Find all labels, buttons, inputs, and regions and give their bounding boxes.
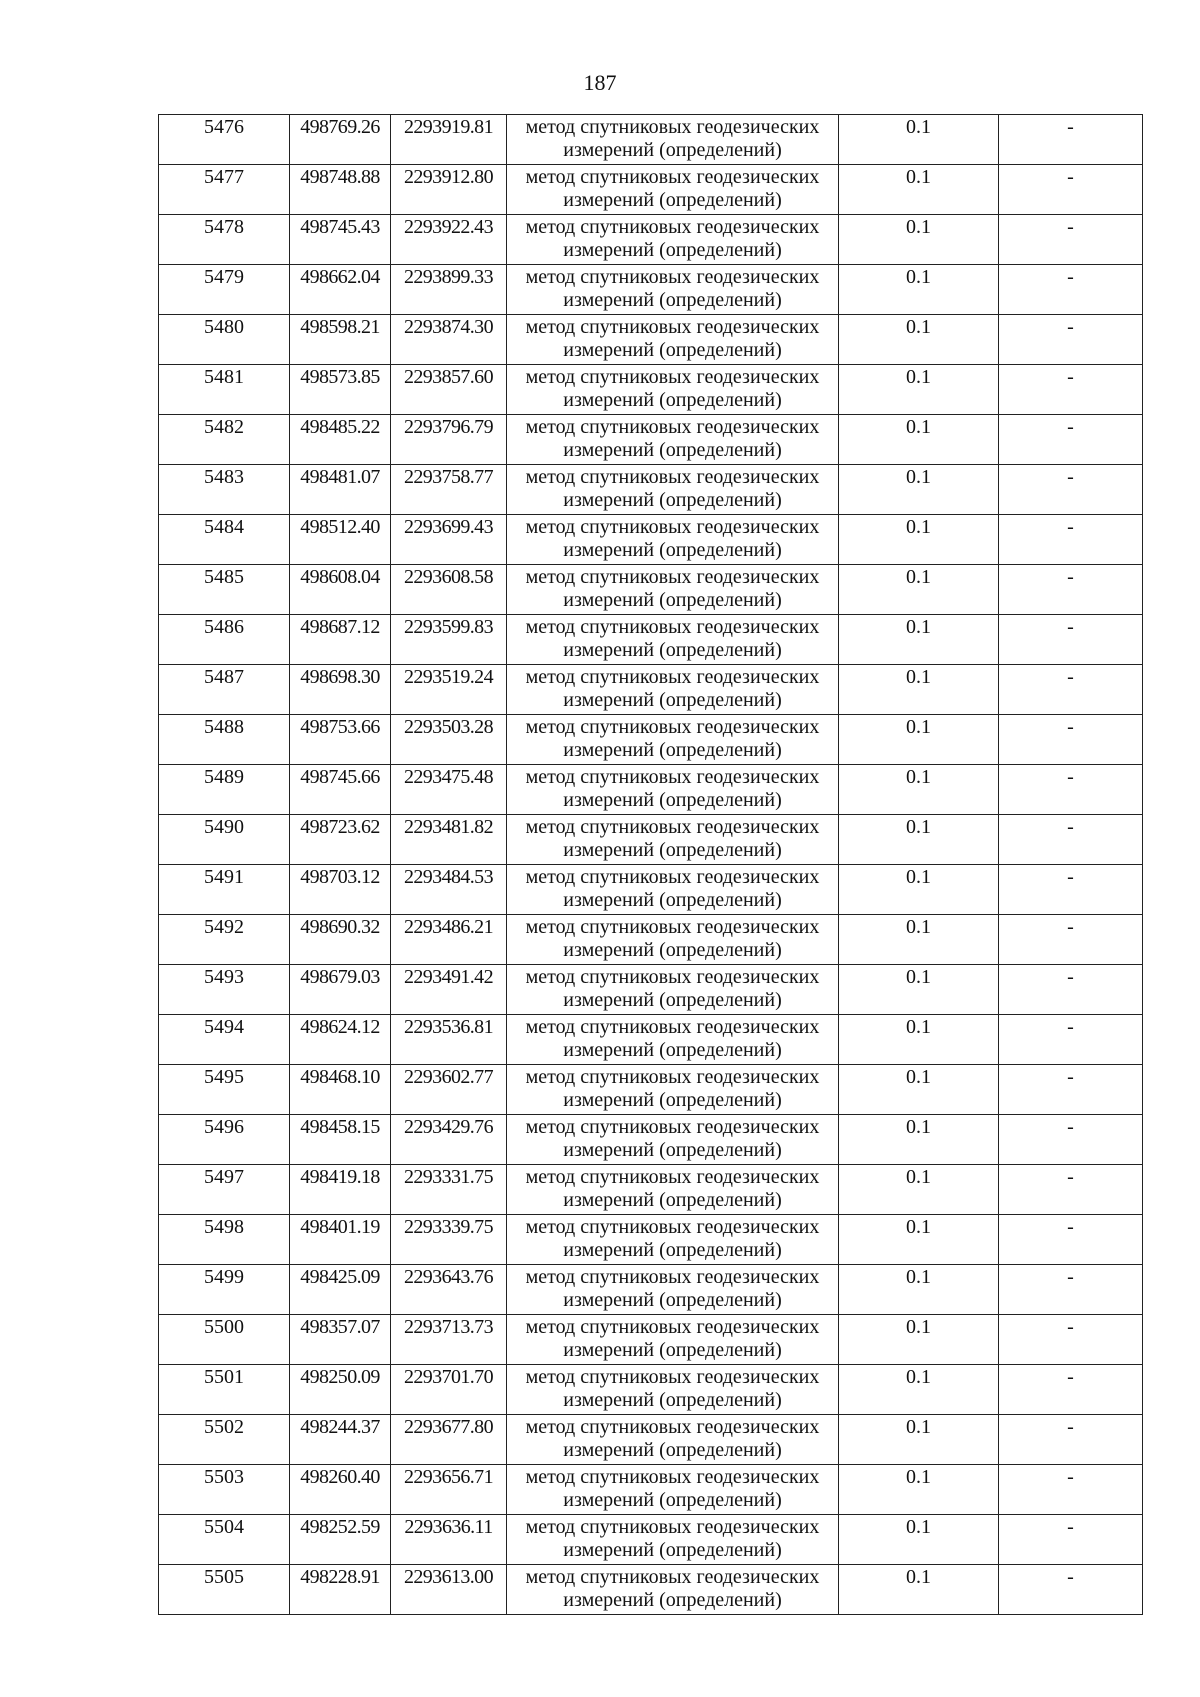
cell-accuracy: 0.1 bbox=[839, 1215, 999, 1265]
table-row bbox=[159, 365, 1143, 415]
cell-point-number: 5489 bbox=[159, 765, 290, 815]
cell-point-number: 5499 bbox=[159, 1265, 290, 1315]
cell-accuracy: 0.1 bbox=[839, 1465, 999, 1515]
table-row bbox=[159, 265, 1143, 315]
cell-accuracy: 0.1 bbox=[839, 465, 999, 515]
cell-point-number: 5483 bbox=[159, 465, 290, 515]
cell-point-number: 5494 bbox=[159, 1015, 290, 1065]
table-row bbox=[159, 115, 1143, 165]
cell-y-coordinate: 2293701.70 bbox=[391, 1365, 507, 1415]
cell-point-number: 5496 bbox=[159, 1115, 290, 1165]
cell-method: метод спутниковых геодезических измерений (определений) bbox=[507, 1465, 839, 1515]
cell-method: метод спутниковых геодезических измерений (определений) bbox=[507, 915, 839, 965]
cell-accuracy: 0.1 bbox=[839, 265, 999, 315]
cell-accuracy: 0.1 bbox=[839, 715, 999, 765]
cell-y-coordinate: 2293758.77 bbox=[391, 465, 507, 515]
cell-method: метод спутниковых геодезических измерений (определений) bbox=[507, 1565, 839, 1615]
cell-x-coordinate: 498468.10 bbox=[290, 1065, 391, 1115]
cell-x-coordinate: 498458.15 bbox=[290, 1115, 391, 1165]
cell-note: - bbox=[999, 1415, 1143, 1465]
cell-note: - bbox=[999, 1515, 1143, 1565]
cell-method: метод спутниковых геодезических измерений (определений) bbox=[507, 815, 839, 865]
table-row bbox=[159, 1015, 1143, 1065]
cell-y-coordinate: 2293602.77 bbox=[391, 1065, 507, 1115]
cell-note: - bbox=[999, 115, 1143, 165]
cell-accuracy: 0.1 bbox=[839, 1515, 999, 1565]
table-row bbox=[159, 465, 1143, 515]
cell-x-coordinate: 498769.26 bbox=[290, 115, 391, 165]
cell-accuracy: 0.1 bbox=[839, 415, 999, 465]
cell-method: метод спутниковых геодезических измерений (определений) bbox=[507, 115, 839, 165]
cell-method: метод спутниковых геодезических измерений (определений) bbox=[507, 1315, 839, 1365]
cell-method: метод спутниковых геодезических измерений (определений) bbox=[507, 1365, 839, 1415]
cell-accuracy: 0.1 bbox=[839, 815, 999, 865]
cell-note: - bbox=[999, 765, 1143, 815]
cell-note: - bbox=[999, 1315, 1143, 1365]
cell-accuracy: 0.1 bbox=[839, 515, 999, 565]
cell-y-coordinate: 2293536.81 bbox=[391, 1015, 507, 1065]
table-row bbox=[159, 765, 1143, 815]
cell-note: - bbox=[999, 1565, 1143, 1615]
cell-point-number: 5491 bbox=[159, 865, 290, 915]
cell-point-number: 5490 bbox=[159, 815, 290, 865]
cell-note: - bbox=[999, 1265, 1143, 1315]
cell-y-coordinate: 2293608.58 bbox=[391, 565, 507, 615]
cell-y-coordinate: 2293656.71 bbox=[391, 1465, 507, 1515]
table-row bbox=[159, 915, 1143, 965]
cell-y-coordinate: 2293475.48 bbox=[391, 765, 507, 815]
cell-point-number: 5503 bbox=[159, 1465, 290, 1515]
cell-x-coordinate: 498687.12 bbox=[290, 615, 391, 665]
table-row bbox=[159, 965, 1143, 1015]
cell-x-coordinate: 498679.03 bbox=[290, 965, 391, 1015]
cell-y-coordinate: 2293339.75 bbox=[391, 1215, 507, 1265]
cell-x-coordinate: 498357.07 bbox=[290, 1315, 391, 1365]
cell-note: - bbox=[999, 1465, 1143, 1515]
cell-method: метод спутниковых геодезических измерений (определений) bbox=[507, 315, 839, 365]
cell-point-number: 5488 bbox=[159, 715, 290, 765]
cell-method: метод спутниковых геодезических измерений (определений) bbox=[507, 665, 839, 715]
cell-point-number: 5495 bbox=[159, 1065, 290, 1115]
cell-accuracy: 0.1 bbox=[839, 615, 999, 665]
cell-x-coordinate: 498624.12 bbox=[290, 1015, 391, 1065]
cell-point-number: 5505 bbox=[159, 1565, 290, 1615]
table-row bbox=[159, 1315, 1143, 1365]
cell-method: метод спутниковых геодезических измерений (определений) bbox=[507, 215, 839, 265]
cell-point-number: 5497 bbox=[159, 1165, 290, 1215]
table-row bbox=[159, 1215, 1143, 1265]
cell-y-coordinate: 2293331.75 bbox=[391, 1165, 507, 1215]
cell-x-coordinate: 498252.59 bbox=[290, 1515, 391, 1565]
cell-accuracy: 0.1 bbox=[839, 1365, 999, 1415]
cell-note: - bbox=[999, 1365, 1143, 1415]
cell-note: - bbox=[999, 565, 1143, 615]
cell-point-number: 5480 bbox=[159, 315, 290, 365]
cell-note: - bbox=[999, 665, 1143, 715]
cell-method: метод спутниковых геодезических измерений (определений) bbox=[507, 565, 839, 615]
cell-y-coordinate: 2293613.00 bbox=[391, 1565, 507, 1615]
cell-method: метод спутниковых геодезических измерений (определений) bbox=[507, 1165, 839, 1215]
table-row bbox=[159, 1465, 1143, 1515]
cell-method: метод спутниковых геодезических измерений (определений) bbox=[507, 1015, 839, 1065]
cell-point-number: 5502 bbox=[159, 1415, 290, 1465]
cell-note: - bbox=[999, 215, 1143, 265]
cell-note: - bbox=[999, 165, 1143, 215]
cell-note: - bbox=[999, 1015, 1143, 1065]
cell-accuracy: 0.1 bbox=[839, 765, 999, 815]
cell-x-coordinate: 498745.43 bbox=[290, 215, 391, 265]
cell-note: - bbox=[999, 1165, 1143, 1215]
cell-x-coordinate: 498573.85 bbox=[290, 365, 391, 415]
cell-method: метод спутниковых геодезических измерений (определений) bbox=[507, 1265, 839, 1315]
table-row bbox=[159, 1565, 1143, 1615]
cell-y-coordinate: 2293857.60 bbox=[391, 365, 507, 415]
cell-y-coordinate: 2293922.43 bbox=[391, 215, 507, 265]
table-row bbox=[159, 1265, 1143, 1315]
cell-note: - bbox=[999, 1115, 1143, 1165]
cell-x-coordinate: 498690.32 bbox=[290, 915, 391, 965]
cell-note: - bbox=[999, 915, 1143, 965]
cell-accuracy: 0.1 bbox=[839, 1565, 999, 1615]
cell-method: метод спутниковых геодезических измерений (определений) bbox=[507, 615, 839, 665]
cell-point-number: 5481 bbox=[159, 365, 290, 415]
table-row bbox=[159, 1165, 1143, 1215]
table-row bbox=[159, 415, 1143, 465]
cell-method: метод спутниковых геодезических измерений (определений) bbox=[507, 965, 839, 1015]
cell-x-coordinate: 498425.09 bbox=[290, 1265, 391, 1315]
table-row bbox=[159, 665, 1143, 715]
cell-y-coordinate: 2293519.24 bbox=[391, 665, 507, 715]
cell-note: - bbox=[999, 1065, 1143, 1115]
cell-x-coordinate: 498745.66 bbox=[290, 765, 391, 815]
cell-accuracy: 0.1 bbox=[839, 965, 999, 1015]
cell-accuracy: 0.1 bbox=[839, 1115, 999, 1165]
cell-y-coordinate: 2293503.28 bbox=[391, 715, 507, 765]
cell-method: метод спутниковых геодезических измерений (определений) bbox=[507, 265, 839, 315]
cell-y-coordinate: 2293874.30 bbox=[391, 315, 507, 365]
cell-accuracy: 0.1 bbox=[839, 115, 999, 165]
cell-method: метод спутниковых геодезических измерений (определений) bbox=[507, 715, 839, 765]
cell-point-number: 5487 bbox=[159, 665, 290, 715]
cell-point-number: 5498 bbox=[159, 1215, 290, 1265]
cell-x-coordinate: 498250.09 bbox=[290, 1365, 391, 1415]
cell-note: - bbox=[999, 315, 1143, 365]
cell-y-coordinate: 2293491.42 bbox=[391, 965, 507, 1015]
cell-y-coordinate: 2293699.43 bbox=[391, 515, 507, 565]
cell-x-coordinate: 498260.40 bbox=[290, 1465, 391, 1515]
cell-accuracy: 0.1 bbox=[839, 1415, 999, 1465]
cell-accuracy: 0.1 bbox=[839, 165, 999, 215]
cell-point-number: 5485 bbox=[159, 565, 290, 615]
cell-accuracy: 0.1 bbox=[839, 665, 999, 715]
cell-method: метод спутниковых геодезических измерений (определений) bbox=[507, 1065, 839, 1115]
cell-accuracy: 0.1 bbox=[839, 565, 999, 615]
cell-accuracy: 0.1 bbox=[839, 1165, 999, 1215]
table-row bbox=[159, 1515, 1143, 1565]
cell-point-number: 5478 bbox=[159, 215, 290, 265]
cell-point-number: 5504 bbox=[159, 1515, 290, 1565]
cell-x-coordinate: 498512.40 bbox=[290, 515, 391, 565]
cell-x-coordinate: 498598.21 bbox=[290, 315, 391, 365]
cell-y-coordinate: 2293484.53 bbox=[391, 865, 507, 915]
table-row bbox=[159, 715, 1143, 765]
cell-x-coordinate: 498723.62 bbox=[290, 815, 391, 865]
cell-method: метод спутниковых геодезических измерений (определений) bbox=[507, 165, 839, 215]
cell-method: метод спутниковых геодезических измерений (определений) bbox=[507, 1415, 839, 1465]
cell-note: - bbox=[999, 865, 1143, 915]
cell-accuracy: 0.1 bbox=[839, 315, 999, 365]
cell-y-coordinate: 2293713.73 bbox=[391, 1315, 507, 1365]
cell-note: - bbox=[999, 715, 1143, 765]
cell-point-number: 5493 bbox=[159, 965, 290, 1015]
cell-point-number: 5484 bbox=[159, 515, 290, 565]
cell-point-number: 5500 bbox=[159, 1315, 290, 1365]
cell-x-coordinate: 498698.30 bbox=[290, 665, 391, 715]
cell-accuracy: 0.1 bbox=[839, 1015, 999, 1065]
cell-y-coordinate: 2293796.79 bbox=[391, 415, 507, 465]
cell-point-number: 5479 bbox=[159, 265, 290, 315]
cell-y-coordinate: 2293486.21 bbox=[391, 915, 507, 965]
cell-y-coordinate: 2293919.81 bbox=[391, 115, 507, 165]
cell-y-coordinate: 2293429.76 bbox=[391, 1115, 507, 1165]
cell-accuracy: 0.1 bbox=[839, 1065, 999, 1115]
cell-note: - bbox=[999, 615, 1143, 665]
cell-y-coordinate: 2293899.33 bbox=[391, 265, 507, 315]
cell-method: метод спутниковых геодезических измерений (определений) bbox=[507, 1115, 839, 1165]
table-row bbox=[159, 515, 1143, 565]
cell-note: - bbox=[999, 515, 1143, 565]
cell-y-coordinate: 2293599.83 bbox=[391, 615, 507, 665]
table-row bbox=[159, 1415, 1143, 1465]
cell-note: - bbox=[999, 265, 1143, 315]
cell-x-coordinate: 498662.04 bbox=[290, 265, 391, 315]
cell-accuracy: 0.1 bbox=[839, 865, 999, 915]
cell-x-coordinate: 498485.22 bbox=[290, 415, 391, 465]
cell-x-coordinate: 498244.37 bbox=[290, 1415, 391, 1465]
cell-accuracy: 0.1 bbox=[839, 1315, 999, 1365]
table-row bbox=[159, 1065, 1143, 1115]
cell-method: метод спутниковых геодезических измерений (определений) bbox=[507, 765, 839, 815]
table-row bbox=[159, 315, 1143, 365]
table-row bbox=[159, 1365, 1143, 1415]
cell-note: - bbox=[999, 415, 1143, 465]
table-row bbox=[159, 565, 1143, 615]
cell-method: метод спутниковых геодезических измерений (определений) bbox=[507, 865, 839, 915]
cell-x-coordinate: 498419.18 bbox=[290, 1165, 391, 1215]
cell-method: метод спутниковых геодезических измерений (определений) bbox=[507, 415, 839, 465]
cell-method: метод спутниковых геодезических измерений (определений) bbox=[507, 365, 839, 415]
table-row bbox=[159, 215, 1143, 265]
cell-point-number: 5482 bbox=[159, 415, 290, 465]
table-row bbox=[159, 865, 1143, 915]
table-row bbox=[159, 1115, 1143, 1165]
cell-x-coordinate: 498401.19 bbox=[290, 1215, 391, 1265]
cell-method: метод спутниковых геодезических измерений (определений) bbox=[507, 1215, 839, 1265]
cell-accuracy: 0.1 bbox=[839, 915, 999, 965]
cell-point-number: 5501 bbox=[159, 1365, 290, 1415]
cell-point-number: 5492 bbox=[159, 915, 290, 965]
cell-accuracy: 0.1 bbox=[839, 1265, 999, 1315]
cell-note: - bbox=[999, 965, 1143, 1015]
coordinates-table bbox=[158, 114, 1143, 1615]
table-row bbox=[159, 815, 1143, 865]
cell-method: метод спутниковых геодезических измерений (определений) bbox=[507, 465, 839, 515]
cell-x-coordinate: 498228.91 bbox=[290, 1565, 391, 1615]
cell-accuracy: 0.1 bbox=[839, 365, 999, 415]
cell-note: - bbox=[999, 1215, 1143, 1265]
cell-y-coordinate: 2293481.82 bbox=[391, 815, 507, 865]
table-row bbox=[159, 165, 1143, 215]
cell-x-coordinate: 498748.88 bbox=[290, 165, 391, 215]
cell-point-number: 5477 bbox=[159, 165, 290, 215]
cell-y-coordinate: 2293643.76 bbox=[391, 1265, 507, 1315]
cell-x-coordinate: 498608.04 bbox=[290, 565, 391, 615]
table-row bbox=[159, 615, 1143, 665]
cell-x-coordinate: 498753.66 bbox=[290, 715, 391, 765]
cell-method: метод спутниковых геодезических измерений (определений) bbox=[507, 1515, 839, 1565]
cell-x-coordinate: 498703.12 bbox=[290, 865, 391, 915]
cell-note: - bbox=[999, 815, 1143, 865]
cell-accuracy: 0.1 bbox=[839, 215, 999, 265]
cell-x-coordinate: 498481.07 bbox=[290, 465, 391, 515]
cell-y-coordinate: 2293636.11 bbox=[391, 1515, 507, 1565]
table-body bbox=[159, 115, 1143, 1615]
cell-point-number: 5486 bbox=[159, 615, 290, 665]
cell-note: - bbox=[999, 365, 1143, 415]
cell-note: - bbox=[999, 465, 1143, 515]
cell-point-number: 5476 bbox=[159, 115, 290, 165]
page-number: 187 bbox=[583, 70, 617, 95]
cell-y-coordinate: 2293677.80 bbox=[391, 1415, 507, 1465]
cell-method: метод спутниковых геодезических измерений (определений) bbox=[507, 515, 839, 565]
cell-y-coordinate: 2293912.80 bbox=[391, 165, 507, 215]
